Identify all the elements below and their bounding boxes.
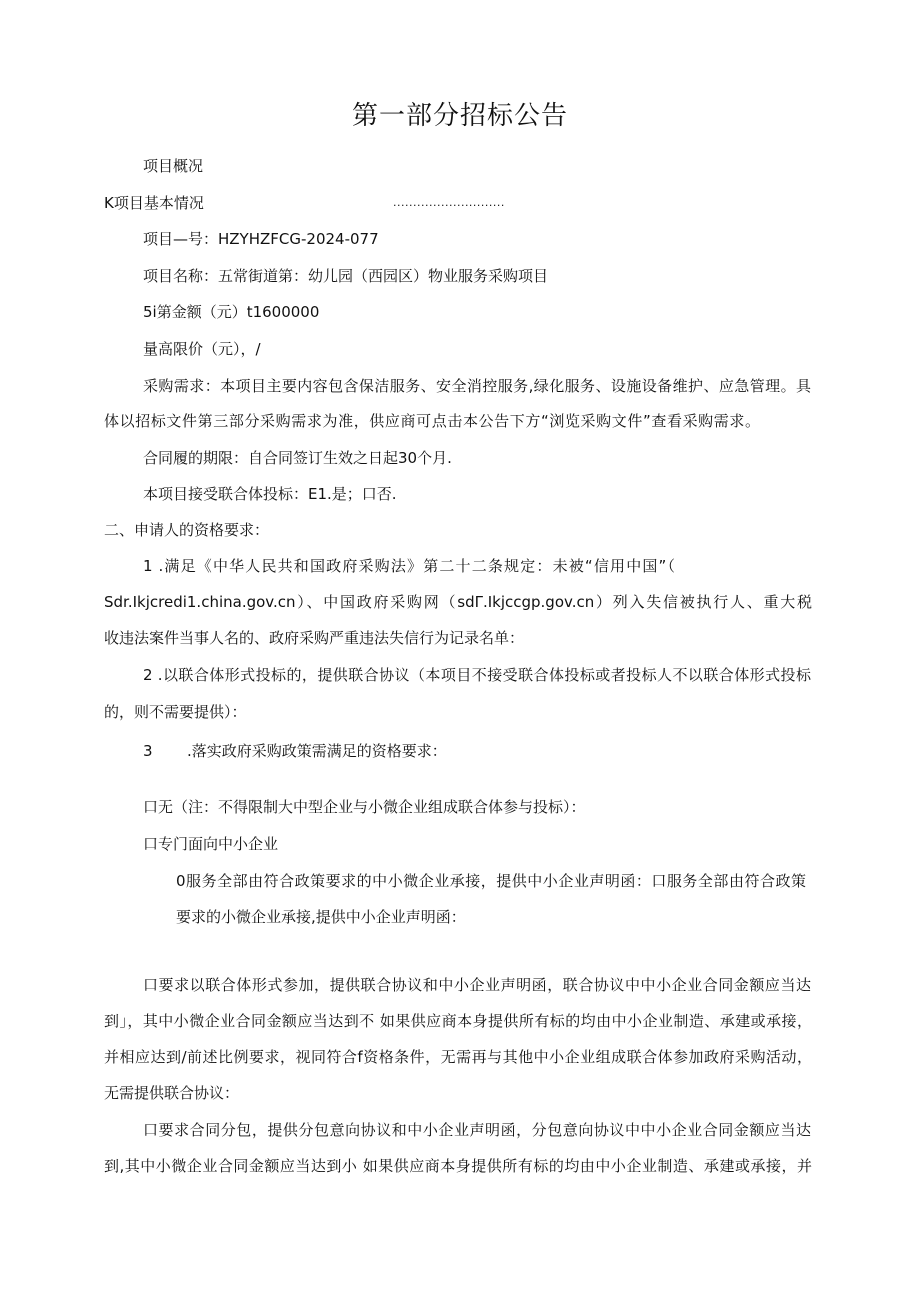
section-heading-overview: 项目概况 xyxy=(143,157,204,175)
consortium-option-line-3: 并相应达到/前述比例要求，视同符合f资格条件，无需再与其他中小企业组成联合体参加政府采购活动， xyxy=(104,1048,812,1066)
requirement-1-line-1: 1 .满足《中华人民共和国政府采购法》第二十二条规定：未被“信用中国”（ xyxy=(143,557,675,575)
subcontract-option-line-2: 到,其中小微企业合同金额应当达到小 如果供应商本身提供所有标的均由中小企业制造、承建或承接，并 xyxy=(104,1157,812,1175)
option-sme-dedicated: 口专门面向中小企业 xyxy=(143,835,279,853)
contract-period: 合同履的期限：自合同签订生效之日起30个月. xyxy=(143,449,452,467)
document-title: 第一部分招标公告 xyxy=(351,101,568,131)
procurement-requirement-line-1: 采购需求：本项目主要内容包含保洁服务、安全消控服务,绿化服务、设施设备维护、应急管理。具 xyxy=(143,377,811,395)
requirement-2-line-1: 2 .以联合体形式投标的，提供联合协议（本项目不接受联合体投标或者投标人不以联合体形式投标 xyxy=(143,666,811,684)
requirement-3-number: 3 xyxy=(143,742,153,760)
option-none: 口无（注：不得限制大中型企业与小微企业组成联合体参与投标）： xyxy=(143,798,586,816)
project-number: 项目—号：HZYHZFCG-2024-077 xyxy=(143,230,379,248)
requirement-2-line-2: 的，则不需要提供）： xyxy=(104,703,247,721)
max-price: 量高限价（元），/ xyxy=(143,340,261,358)
dotted-leader: ............................ xyxy=(393,196,505,209)
consortium-option-line-1: 口要求以联合体形式参加，提供联合协议和中小企业声明函，联合协议中中小企业合同金额应当达 xyxy=(143,976,811,994)
consortium-option-line-4: 无需提供联合协议： xyxy=(104,1084,240,1102)
requirement-1-line-3: 收违法案件当事人名的、政府采购严重违法失信行为记录名单： xyxy=(104,629,525,647)
consortium-option-line-2: 到」，其中小微企业合同金额应当达到不 如果供应商本身提供所有标的均由中小企业制造、承建或承接， xyxy=(104,1012,812,1030)
requirement-1-line-2: Sdr.Ikjcredi1.china.gov.cn）、中国政府采购网（sdΓ.Ikjccgp.gov.cn）列入失信被执行人、重大税 xyxy=(104,593,812,611)
section-heading-basic-info: K项目基本情况 xyxy=(104,194,204,212)
consortium-bidding: 本项目接受联合体投标：E1.是；口否. xyxy=(143,485,397,503)
sme-option-line-2: 要求的小微企业承接,提供中小企业声明函： xyxy=(176,908,466,926)
sme-option-line-1: 0服务全部由符合政策要求的中小微企业承接，提供中小企业声明函：口服务全部由符合政策 xyxy=(176,872,806,890)
subcontract-option-line-1: 口要求合同分包，提供分包意向协议和中小企业声明函，分包意向协议中中小企业合同金额应当达 xyxy=(143,1121,811,1139)
procurement-requirement-line-2: 体以招标文件第三部分采购需求为准，供应商可点击本公告下方“浏览采购文件”查看采购需求。 xyxy=(104,412,760,430)
project-name: 项目名称：五常街道第：幼儿园（西园区）物业服务采购项目 xyxy=(143,267,549,285)
requirement-3-text: .落实政府采购政策需满足的资格要求： xyxy=(187,742,447,760)
section-heading-qualification: 二、申请人的资格要求： xyxy=(104,521,270,539)
budget-amount: 5i第金额（元）t1600000 xyxy=(143,303,320,321)
